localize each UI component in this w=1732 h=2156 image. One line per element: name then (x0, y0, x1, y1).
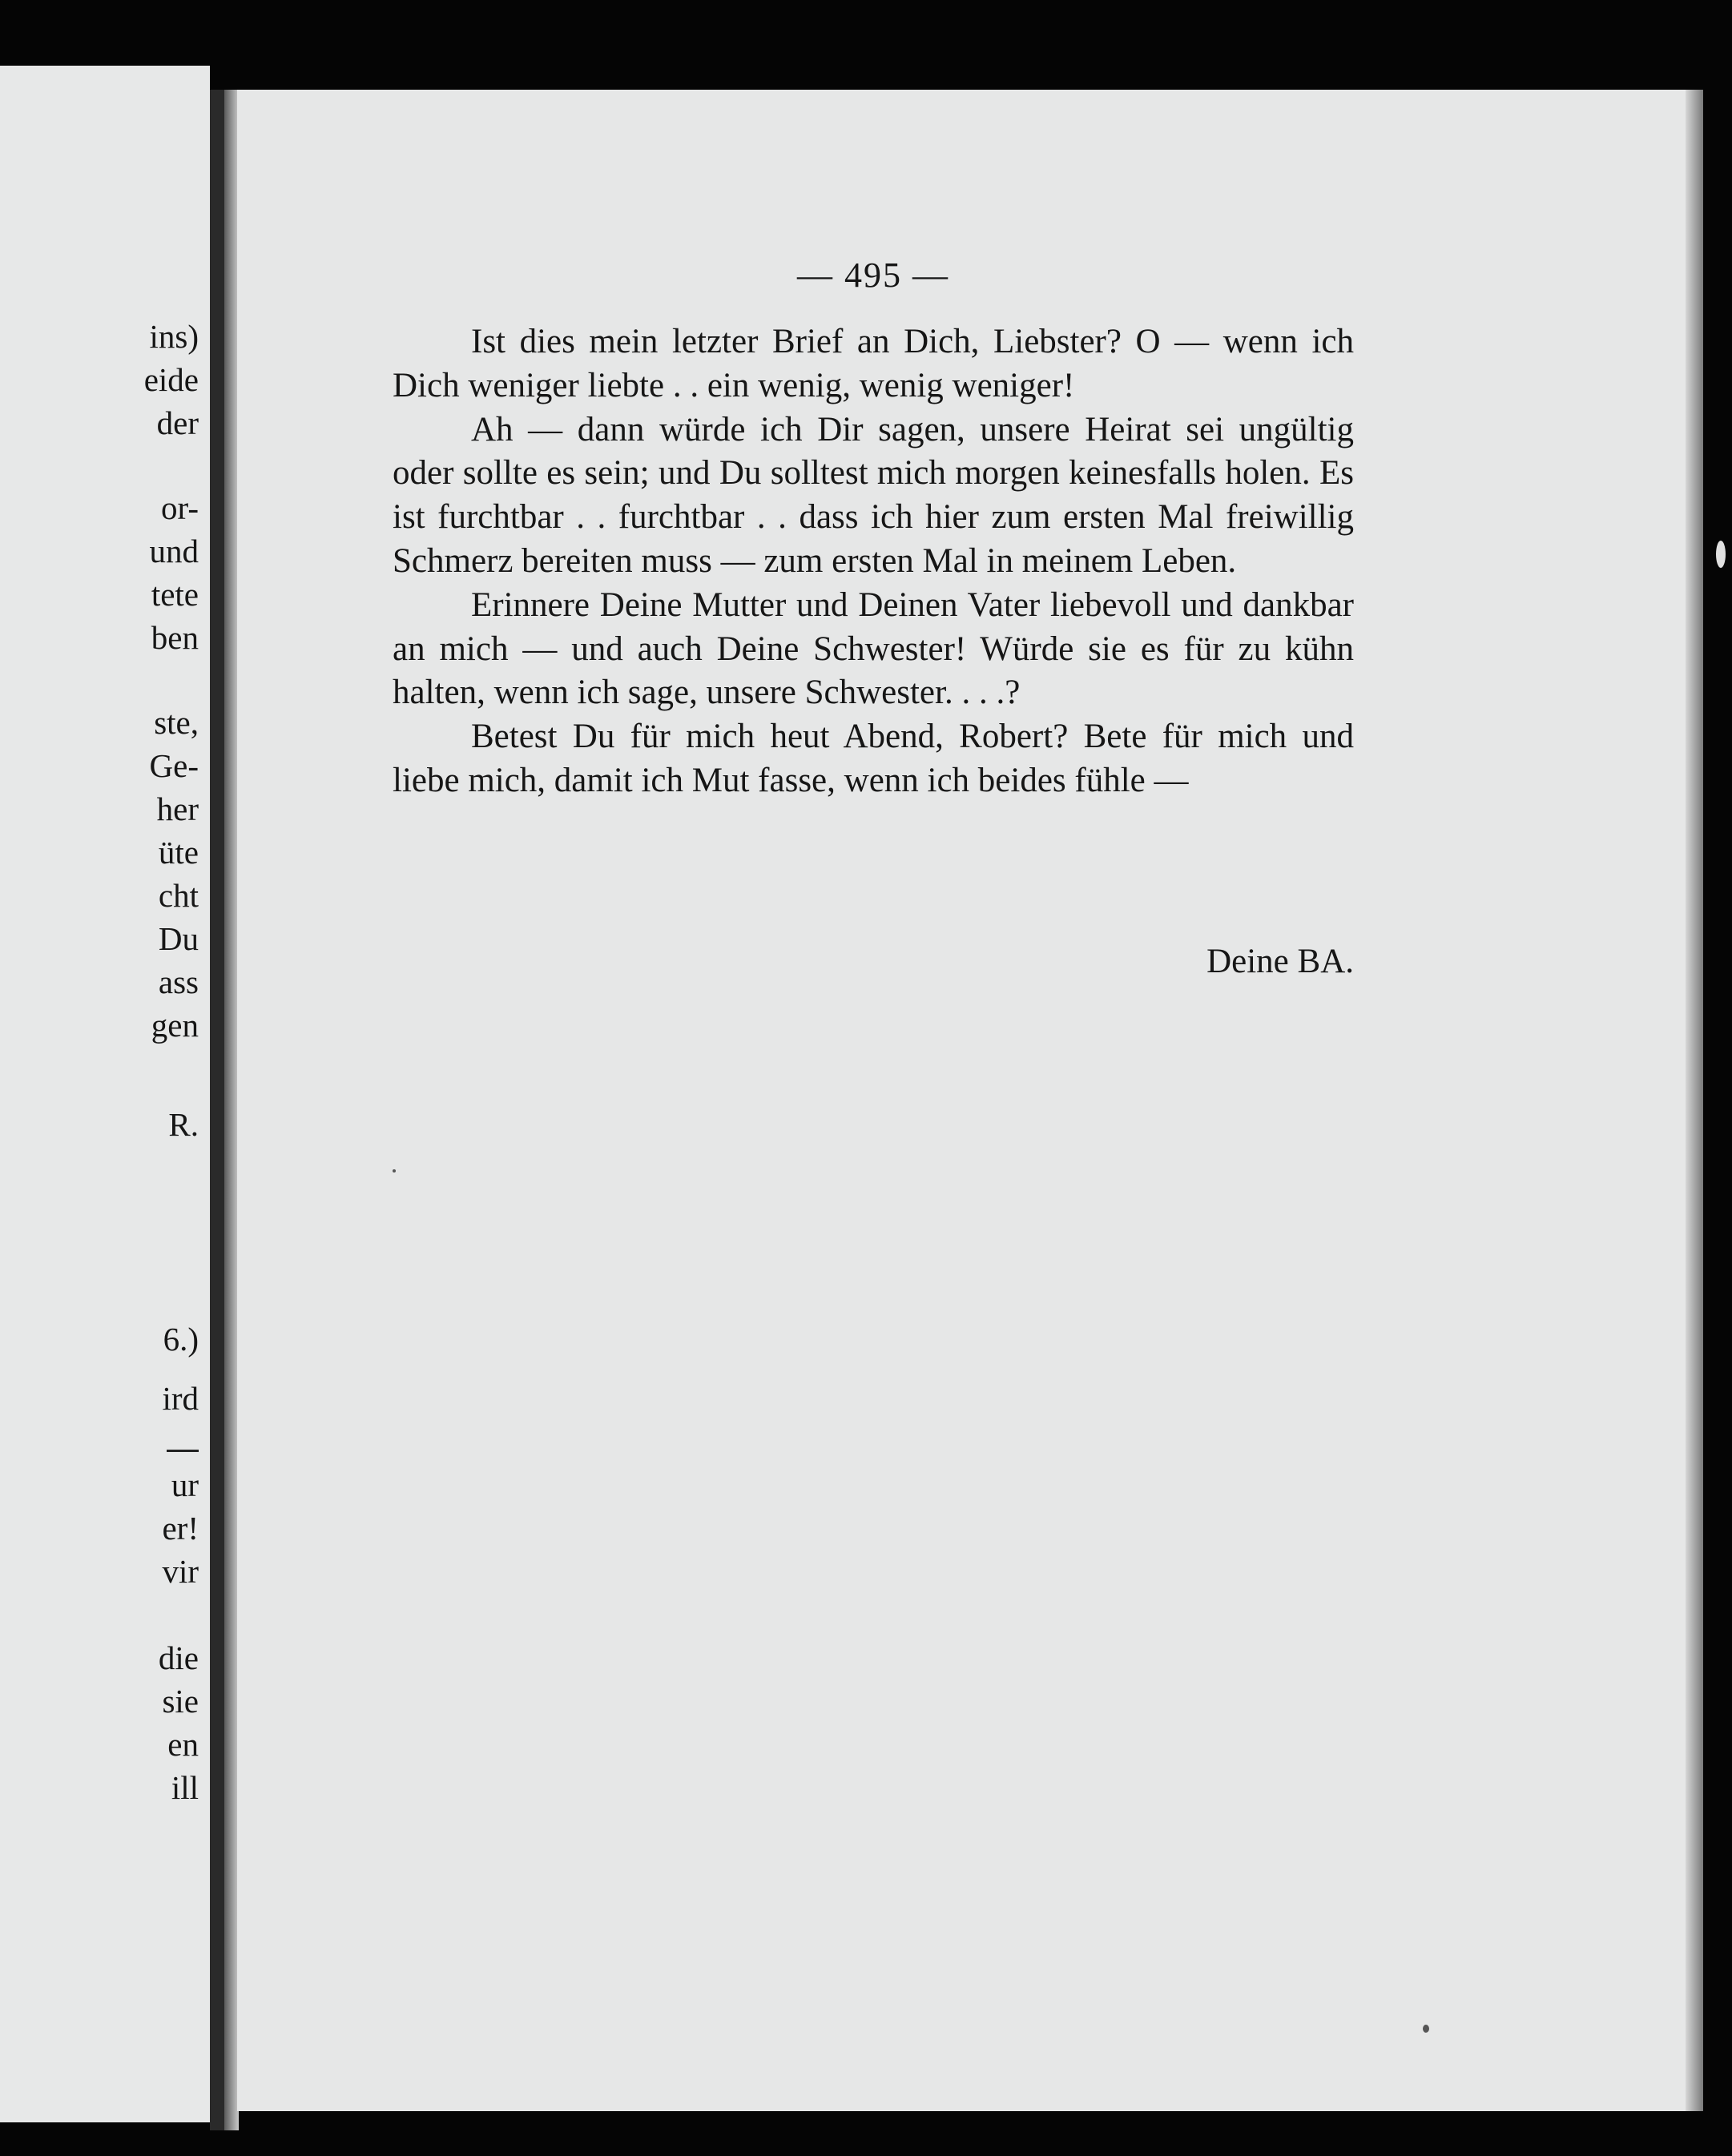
signature: Deine BA. (1206, 943, 1354, 980)
left-page-line: ass (158, 963, 199, 1000)
left-page-line: Du (158, 920, 199, 957)
book-gutter (210, 90, 224, 2130)
letter-body (393, 320, 1354, 803)
left-page-line: ste, (154, 704, 199, 741)
left-page-line: cht (158, 877, 199, 914)
left-page-line: or- (161, 489, 199, 526)
left-page-rule (167, 1450, 199, 1452)
left-page-line: ins) (149, 318, 199, 355)
edge-mark (1716, 541, 1726, 568)
left-page-line: R. (168, 1106, 199, 1143)
left-page-line: gen (151, 1007, 199, 1044)
left-page-line: 6.) (163, 1321, 199, 1358)
left-page-line: die (158, 1639, 199, 1676)
paragraph: Erinnere Deine Mutter und Deinen Vater liebevoll und dankbar an mich — und auch Deine Schwester! Würde sie es für zu kühn halten, wenn ich sage, unsere Schwester. . . .? (393, 585, 1354, 712)
left-page-line: eide (143, 361, 199, 398)
left-page-fragment (0, 66, 210, 2122)
ink-speck (1423, 2025, 1429, 2033)
left-page-line: und (149, 533, 199, 569)
ink-speck (393, 1169, 396, 1173)
paragraph: Ah — dann würde ich Dir sagen, unsere Heirat sei ungültig oder sollte es sein; und Du solltest mich morgen keinesfalls holen. Es ist furchtbar . . furchtbar . . dass ich hier zum ersten Mal freiwillig Schmerz bereiten muss — zum ersten Mal in meinem Leben. (393, 410, 1354, 580)
left-page-line: üte (158, 834, 199, 871)
left-page-line: en (167, 1726, 199, 1763)
left-page-line: ben (151, 619, 199, 656)
page-edge-shadow (1686, 90, 1703, 2111)
left-page-line: ur (171, 1466, 199, 1503)
paragraph: Ist dies mein letzter Brief an Dich, Liebster? O — wenn ich Dich weniger liebte . . ein wenig, wenig weniger! (393, 323, 1354, 404)
left-page-line: ill (171, 1769, 199, 1806)
page-number: — 495 — (797, 255, 949, 295)
left-page-line: sie (162, 1683, 199, 1720)
left-page-line: vir (162, 1553, 199, 1590)
left-page-line: tete (151, 576, 199, 613)
left-page-line: der (156, 404, 199, 441)
left-page-line: her (156, 790, 199, 827)
left-page-line: ird (162, 1380, 199, 1417)
left-page-line: er! (162, 1510, 199, 1547)
paragraph: Betest Du für mich heut Abend, Robert? Bete für mich und liebe mich, damit ich Mut fasse, wenn ich beides fühle — (393, 718, 1354, 799)
left-page-line: Ge- (149, 747, 199, 784)
